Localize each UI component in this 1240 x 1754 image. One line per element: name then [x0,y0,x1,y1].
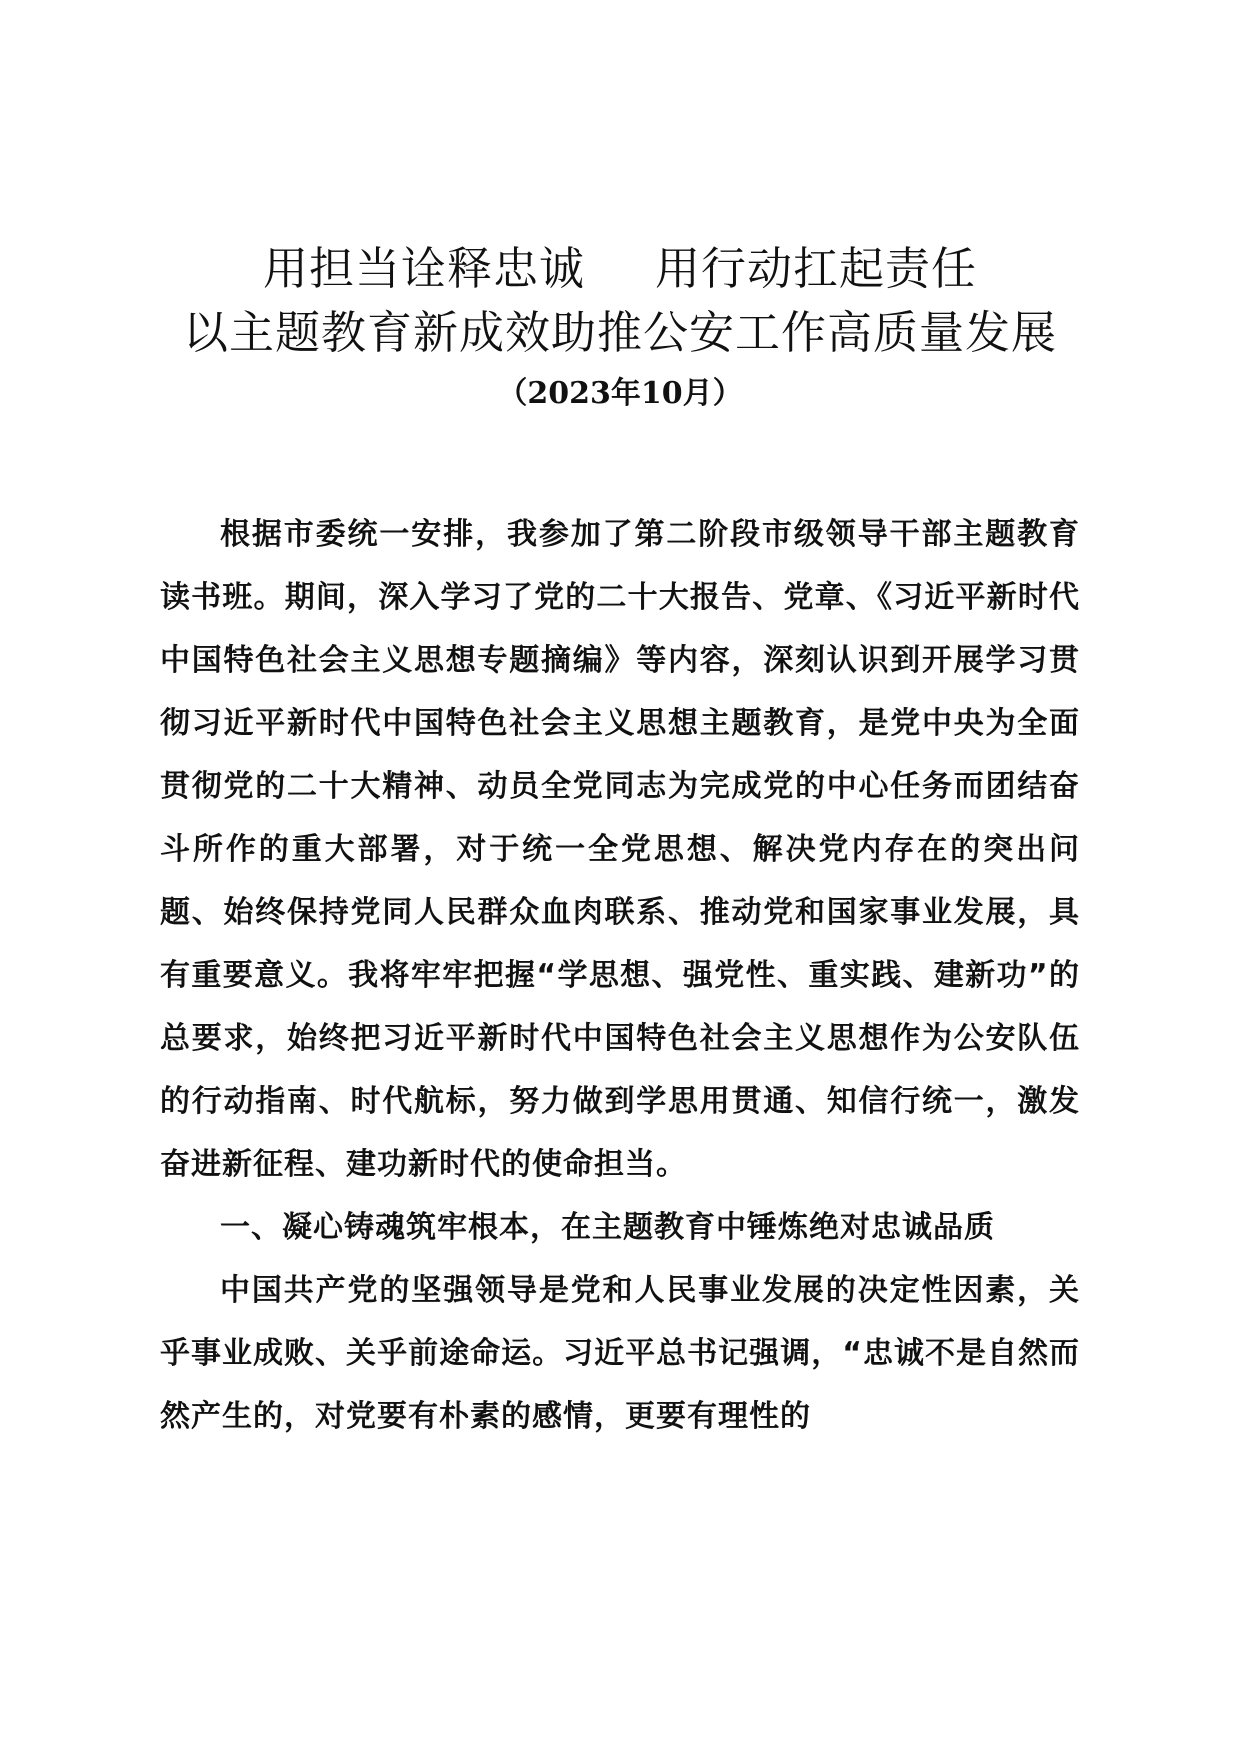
body-paragraph-2: 中国共产党的坚强领导是党和人民事业发展的决定性因素，关乎事业成败、关乎前途命运。习近平总书记强调，“忠诚不是自然而然产生的，对党要有朴素的感情，更要有理性的 [160,1273,1080,1434]
document-body [160,503,1080,1448]
document-date: （2023年10月） [497,376,743,411]
title-block [0,237,1240,419]
title-line-1-part-1: 用担当诠释忠诚 [262,242,585,295]
title-line-1 [0,237,1240,301]
title-line-2: 以主题教育新成效助推公安工作高质量发展 [182,306,1057,359]
section-heading-1: 一、凝心铸魂筑牢根本，在主题教育中锤炼绝对忠诚品质 [220,1210,995,1245]
body-paragraph-1: 根据市委统一安排，我参加了第二阶段市级领导干部主题教育读书班。期间，深入学习了党的二十大报告、党章、《习近平新时代中国特色社会主义思想专题摘编》等内容，深刻认识到开展学习贯彻习近平新时代中国特色社会主义思想主题教育，是党中央为全面贯彻党的二十大精神、动员全党同志为完成党的中心任务而团结奋斗所作的重大部署，对于统一全党思想、解决党内存在的突出问题、始终保持党同人民群众血肉联系、推动党和国家事业发展，具有重要意义。我将牢牢把握“学思想、强党性、重实践、建新功”的总要求，始终把习近平新时代中国特色社会主义思想作为公安队伍的行动指南、时代航标，努力做到学思用贯通、知信行统一，激发奋进新征程、建功新时代的使命担当。 [160,517,1080,1182]
title-line-1-part-2: 用行动扛起责任 [655,242,978,295]
